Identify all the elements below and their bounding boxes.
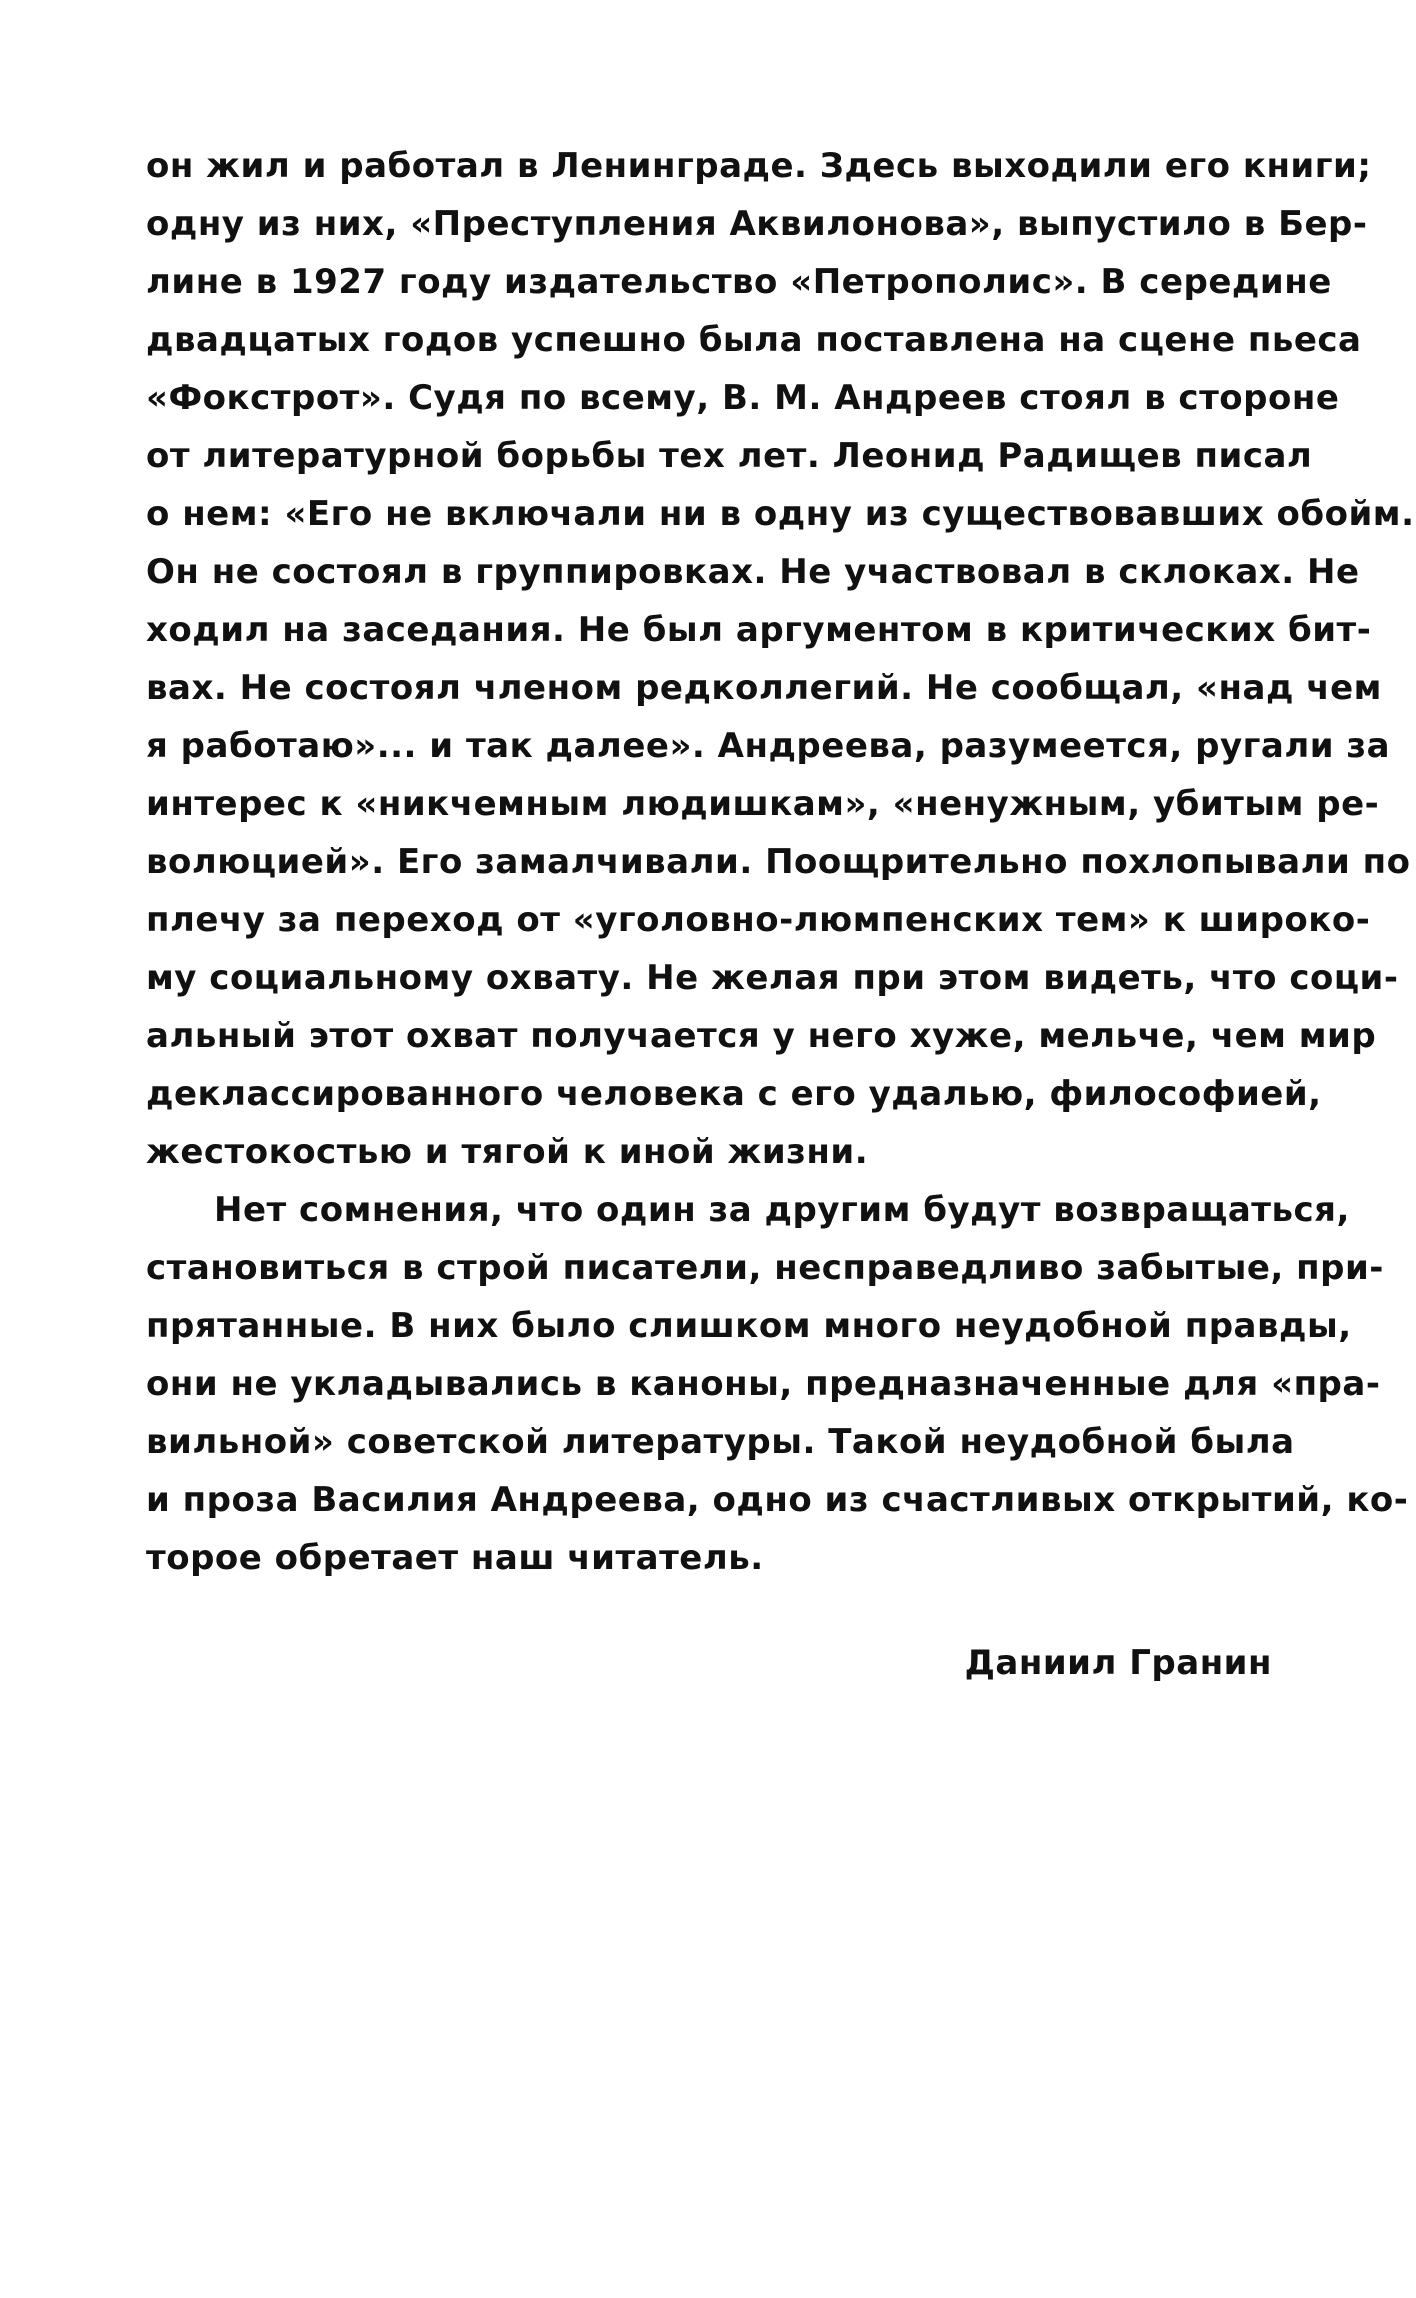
- text-line: «Фокстрот». Судя по всему, В. М. Андреев стоял в стороне: [146, 378, 1340, 418]
- text-line: торое обретает наш читатель.: [146, 1538, 764, 1578]
- text-line: одну из них, «Преступления Аквилонова», выпустило в Бер-: [146, 204, 1368, 244]
- text-line: Нет сомнения, что один за другим будут возвращаться,: [214, 1190, 1350, 1230]
- text-line: от литературной борьбы тех лет. Леонид Радищев писал: [146, 436, 1313, 476]
- text-line: лине в 1927 году издательство «Петрополис». В середине: [146, 262, 1332, 302]
- text-line: ходил на заседания. Не был аргументом в критических бит-: [146, 610, 1372, 650]
- text-line: Он не состоял в группировках. Не участвовал в склоках. Не: [146, 552, 1360, 592]
- text-line: жестокостью и тягой к иной жизни.: [146, 1132, 869, 1172]
- text-line: альный этот охват получается у него хуже, мельче, чем мир: [146, 1016, 1377, 1056]
- text-line: они не укладывались в каноны, предназначенные для «пра-: [146, 1364, 1381, 1404]
- text-line: я работаю»... и так далее». Андреева, разумеется, ругали за: [146, 726, 1391, 766]
- text-line: о нем: «Его не включали ни в одну из существовавших обойм.: [146, 494, 1415, 534]
- text-line: двадцатых годов успешно была поставлена на сцене пьеса: [146, 320, 1362, 360]
- text-line: он жил и работал в Ленинграде. Здесь выходили его книги;: [146, 146, 1372, 186]
- text-line: и проза Василия Андреева, одно из счастливых открытий, ко-: [146, 1480, 1409, 1520]
- text-line: му социальному охвату. Не желая при этом видеть, что соци-: [146, 958, 1399, 998]
- author-signature: Даниил Гранин: [964, 1643, 1272, 1683]
- text-line: деклассированного человека с его удалью, философией,: [146, 1074, 1322, 1114]
- text-line: интерес к «никчемным людишкам», «ненужным, убитым ре-: [146, 784, 1380, 824]
- paragraph-1: [146, 137, 1415, 1181]
- text-line: плечу за переход от «уголовно-люмпенских тем» к широко-: [146, 900, 1371, 940]
- paragraph-2: [146, 1181, 1409, 1587]
- body-text: [146, 137, 1415, 1587]
- text-line: прятанные. В них было слишком много неудобной правды,: [146, 1306, 1352, 1346]
- text-line: волюцией». Его замалчивали. Поощрительно похлопывали по: [146, 842, 1411, 882]
- text-line: вах. Не состоял членом редколлегий. Не сообщал, «над чем: [146, 668, 1382, 708]
- text-line: становиться в строй писатели, несправедливо забытые, при-: [146, 1248, 1384, 1288]
- text-line: вильной» советской литературы. Такой неудобной была: [146, 1422, 1295, 1462]
